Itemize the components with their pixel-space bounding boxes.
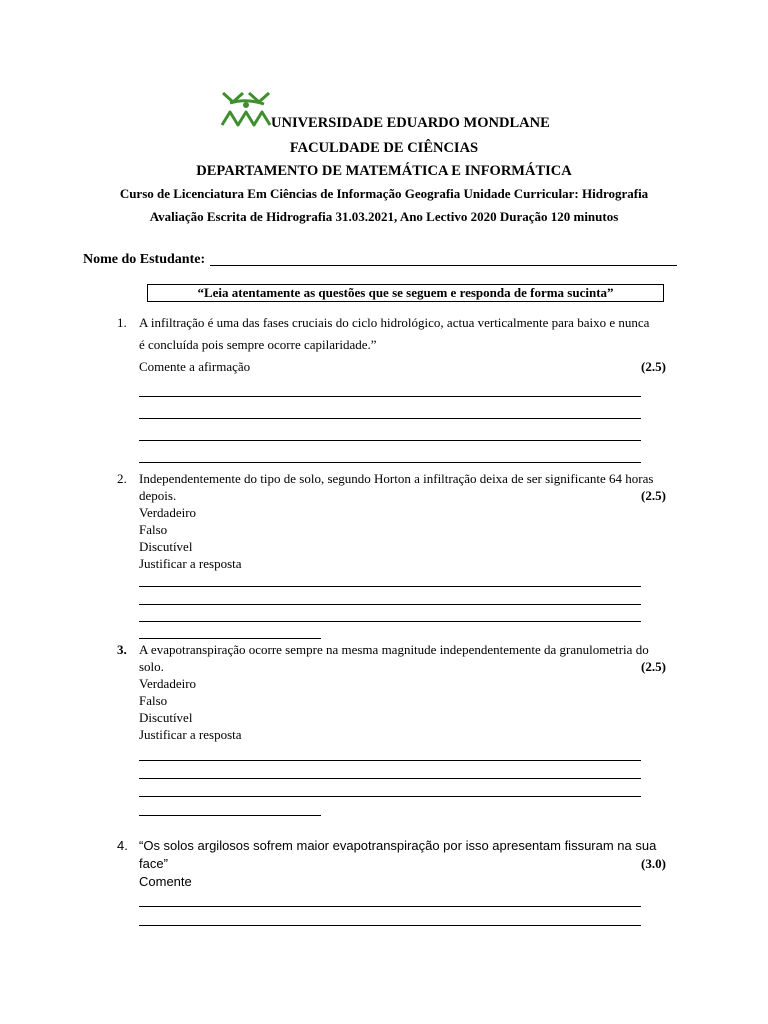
question-text-line: face” (139, 856, 168, 871)
student-name-label: Nome do Estudante: (83, 252, 206, 267)
option-true[interactable]: Verdadeiro (139, 676, 197, 691)
option-true[interactable]: Verdadeiro (139, 505, 197, 520)
question-prompt: Justificar a resposta (139, 556, 242, 571)
answer-line[interactable] (139, 906, 641, 907)
answer-line[interactable] (139, 396, 641, 397)
question-text-line: A infiltração é uma das fases cruciais do ciclo hidrológico, actua verticalmente para baixo e nunca (139, 315, 650, 330)
question-score: (2.5) (641, 488, 666, 503)
course-line: Curso de Licenciatura Em Ciências de Informação Geografia Unidade Curricular: Hidrografia (119, 186, 649, 201)
option-false[interactable]: Falso (139, 522, 168, 537)
question-score: (2.5) (641, 359, 666, 374)
question-prompt: Comente a afirmação (139, 359, 251, 374)
answer-line[interactable] (139, 462, 641, 463)
question-number: 1. (117, 315, 127, 330)
question-text-line: “Os solos argilosos sofrem maior evapotranspiração por isso apresentam fissuram na sua (139, 838, 657, 853)
answer-line[interactable] (139, 925, 641, 926)
answer-line[interactable] (139, 604, 641, 605)
student-name-field[interactable] (210, 265, 677, 266)
university-name: UNIVERSIDADE EDUARDO MONDLANE (271, 115, 550, 131)
instruction-box: “Leia atentamente as questões que se seguem e responda de forma sucinta” (147, 284, 664, 302)
question-text-line: Independentemente do tipo de solo, segundo Horton a infiltração deixa de ser significante 64 horas (139, 471, 654, 486)
department-name: DEPARTAMENTO DE MATEMÁTICA E INFORMÁTICA (196, 163, 572, 179)
question-prompt: Justificar a resposta (139, 727, 242, 742)
option-false[interactable]: Falso (139, 693, 168, 708)
university-logo (220, 90, 272, 128)
answer-line[interactable] (139, 586, 641, 587)
answer-line[interactable] (139, 778, 641, 779)
option-debatable[interactable]: Discutível (139, 539, 193, 554)
question-text-line: solo. (139, 659, 164, 674)
option-debatable[interactable]: Discutível (139, 710, 193, 725)
exam-line: Avaliação Escrita de Hidrografia 31.03.2021, Ano Lectivo 2020 Duração 120 minutos (149, 209, 619, 224)
question-prompt: Comente (139, 874, 192, 889)
faculty-name: FACULDADE DE CIÊNCIAS (289, 140, 479, 156)
question-text-line: é concluída pois sempre ocorre capilaridade.” (139, 337, 377, 352)
question-number: 3. (117, 642, 127, 657)
answer-line[interactable] (139, 440, 641, 441)
question-text-line: A evapotranspiração ocorre sempre na mesma magnitude independentemente da granulometria do (139, 642, 649, 657)
answer-line[interactable] (139, 621, 641, 622)
answer-line[interactable] (139, 815, 321, 816)
answer-line[interactable] (139, 760, 641, 761)
question-score: (3.0) (641, 856, 666, 871)
question-score: (2.5) (641, 659, 666, 674)
question-number: 4. (117, 838, 128, 853)
question-number: 2. (117, 471, 127, 486)
answer-line[interactable] (139, 638, 321, 639)
answer-line[interactable] (139, 418, 641, 419)
question-text-line: depois. (139, 488, 177, 503)
answer-line[interactable] (139, 796, 641, 797)
